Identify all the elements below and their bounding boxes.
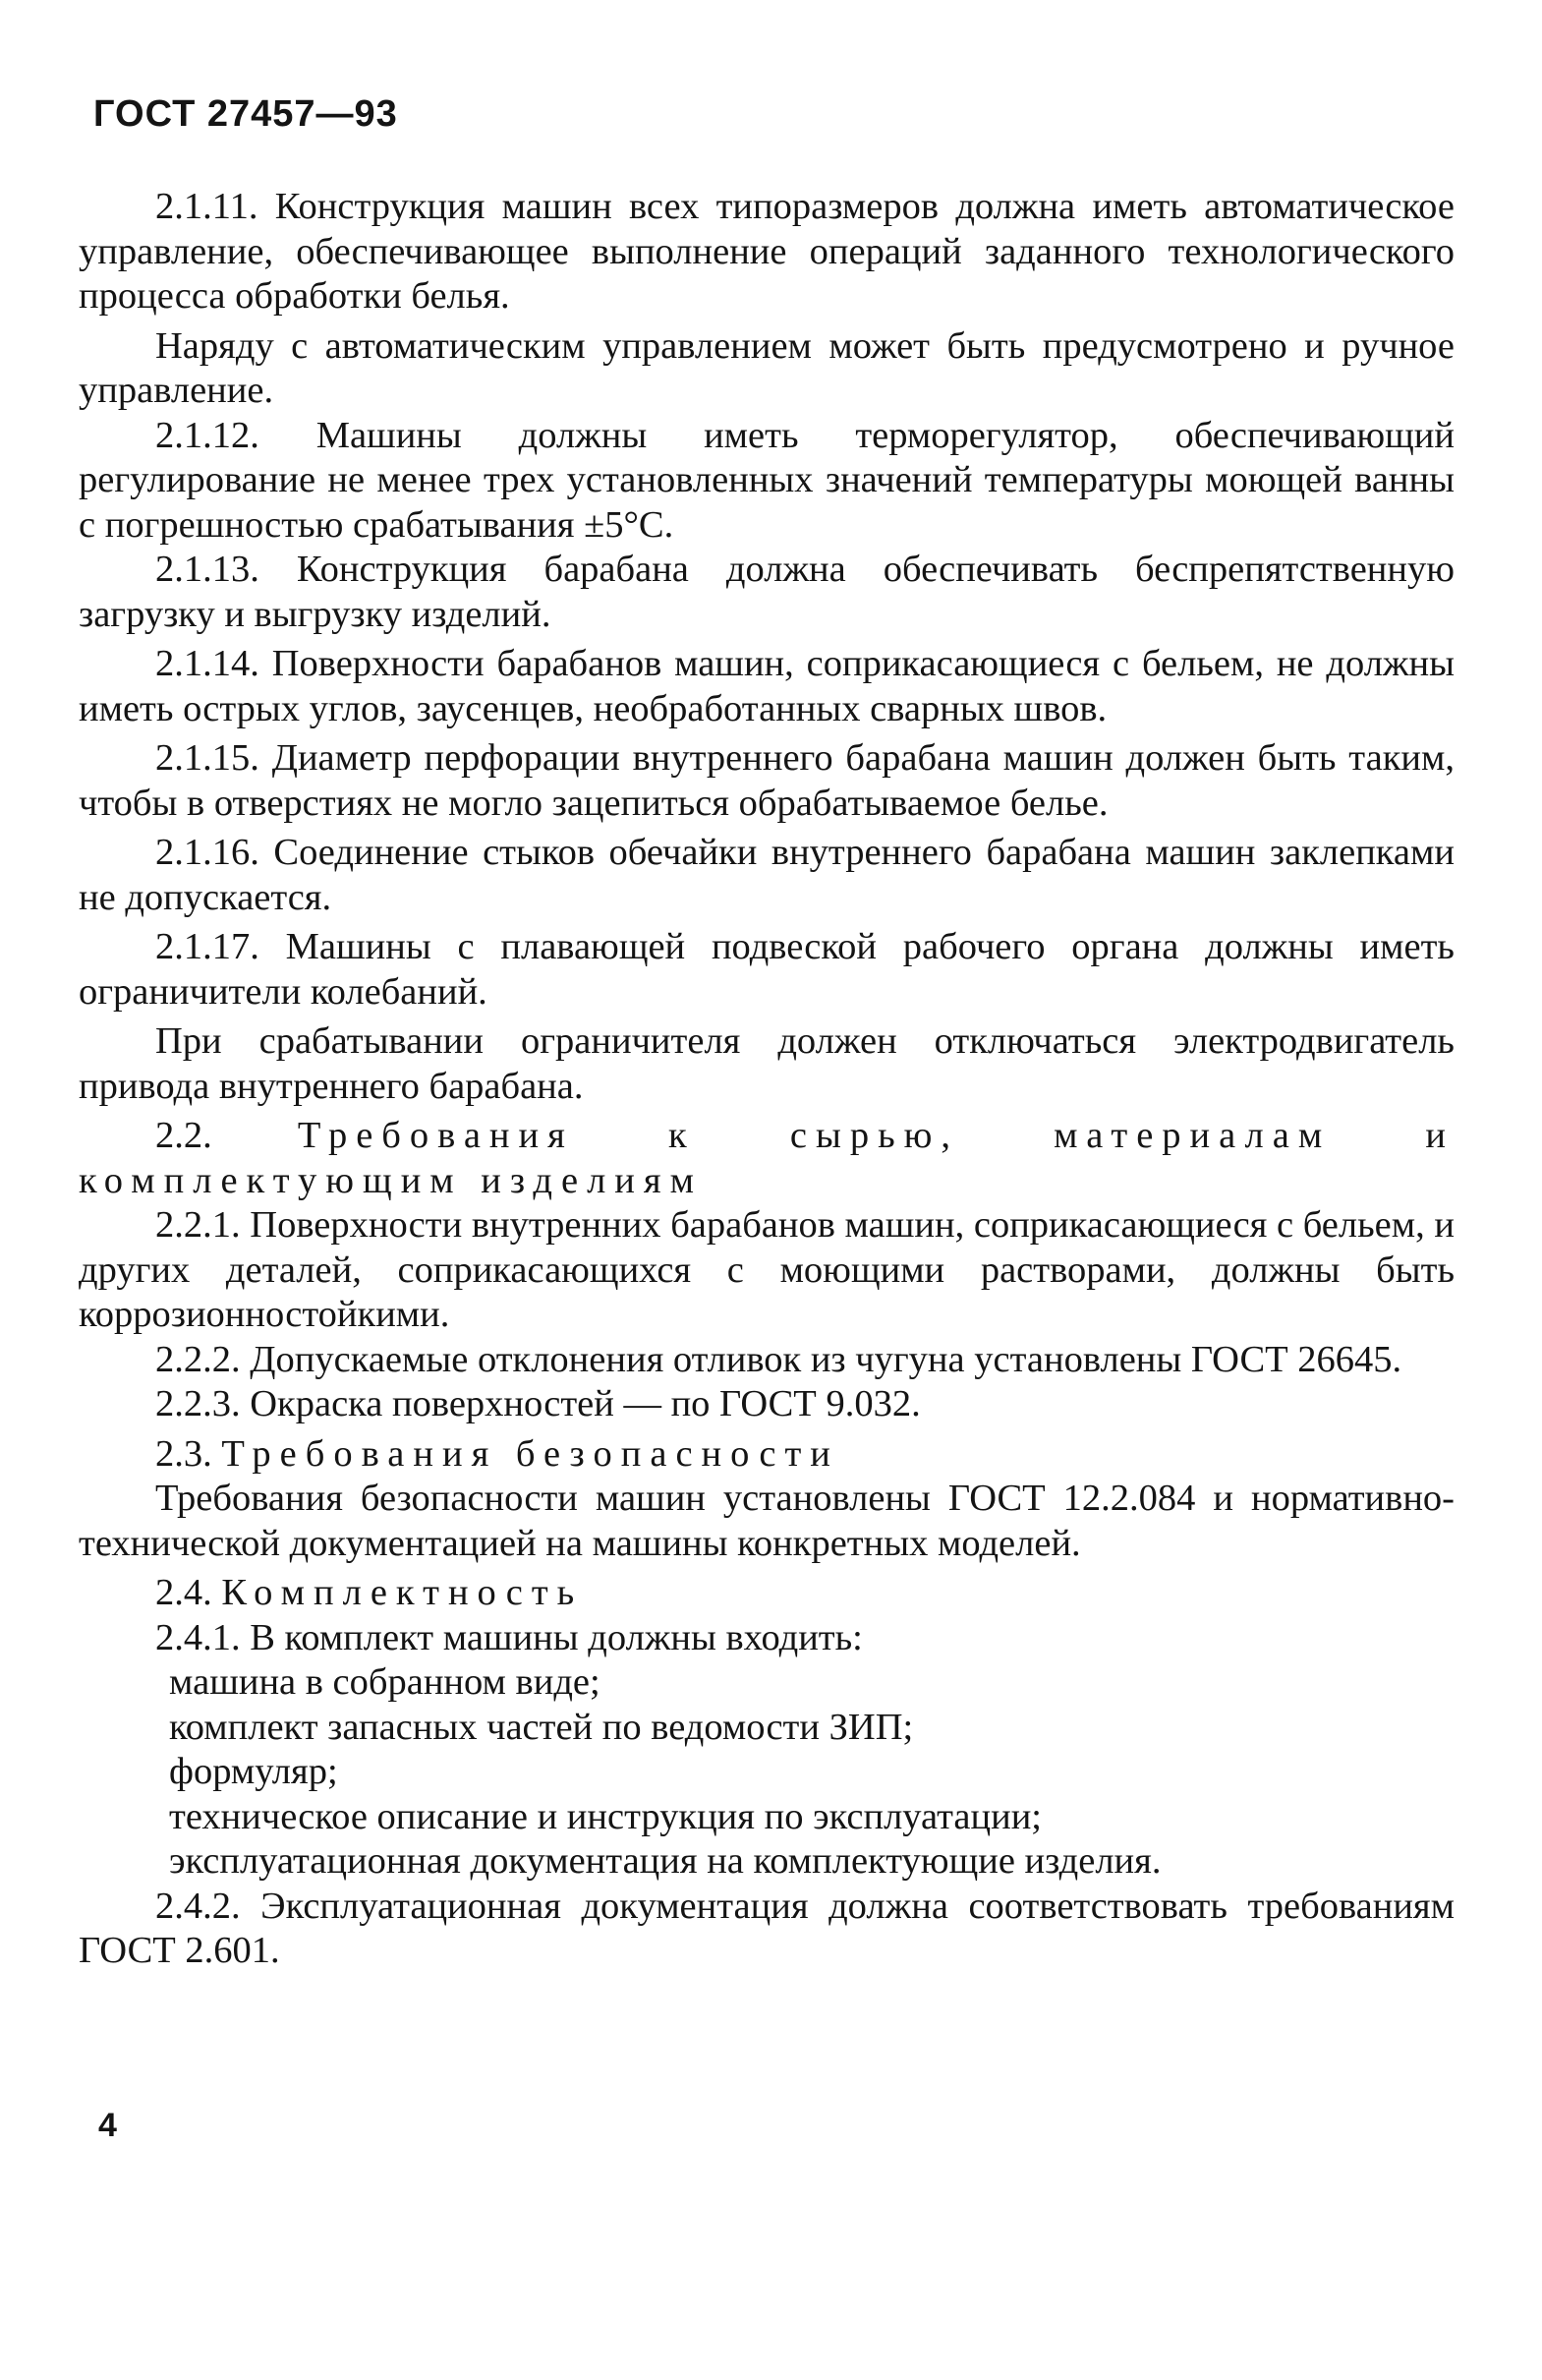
list-item: комплект запасных частей по ведомости ЗИП; — [169, 1706, 914, 1748]
section-2-3-number: 2.3. — [155, 1432, 212, 1475]
page-number: 4 — [98, 2107, 117, 2144]
clause-2-1-14: 2.1.14. Поверхности барабанов машин, соприкасающиеся с бельем, не должны иметь острых углов, заусенцев, необработанных сварных швов. — [79, 643, 1455, 729]
clause-2-2-1: 2.2.1. Поверхности внутренних барабанов машин, соприкасающиеся с бельем, и других деталей, соприкасающихся с моющими растворами, должны быть коррозионностойкими. — [79, 1204, 1455, 1335]
standard-code-header: ГОСТ 27457—93 — [93, 93, 398, 135]
list-item: эксплуатационная документация на комплектующие изделия. — [169, 1840, 1162, 1882]
section-2-2-number: 2.2. — [155, 1115, 212, 1156]
list-item: техническое описание и инструкция по эксплуатации; — [169, 1795, 1043, 1837]
section-2-2-title: Требования к сырью, материалам и комплектующим изделиям — [79, 1115, 1455, 1201]
section-2-4-number: 2.4. — [155, 1572, 212, 1613]
clause-2-1-17: 2.1.17. Машины с плавающей подвеской рабочего органа должны иметь ограничители колебаний. — [79, 926, 1455, 1013]
section-2-3-title: Требования безопасности — [221, 1432, 839, 1475]
section-2-2-heading — [79, 1114, 1455, 1203]
clause-2-1-16: 2.1.16. Соединение стыков обечайки внутреннего барабана машин заклепками не допускается. — [79, 832, 1455, 918]
section-2-3-heading — [79, 1432, 1455, 1478]
clause-2-4-1: 2.4.1. В комплект машины должны входить: — [155, 1616, 863, 1658]
list-item: машина в собранном виде; — [169, 1661, 600, 1703]
clause-2-1-11-continuation: Наряду с автоматическим управлением может быть предусмотрено и ручное управление. — [79, 324, 1455, 411]
section-2-4-heading — [79, 1571, 1455, 1616]
section-2-4-title: Комплектность — [221, 1572, 584, 1613]
clause-2-4-2: 2.4.2. Эксплуатационная документация должна соответствовать требованиям ГОСТ 2.601. — [79, 1885, 1455, 1971]
clause-2-1-17-continuation: При срабатывании ограничителя должен отключаться электродвигатель привода внутреннего барабана. — [79, 1020, 1455, 1107]
clause-2-1-12: 2.1.12. Машины должны иметь терморегулятор, обеспечивающий регулирование не менее трех установленных значений температуры моющей ванны с погрешностью срабатывания ±5°С. — [79, 414, 1455, 546]
clause-2-3: Требования безопасности машин установлены ГОСТ 12.2.084 и нормативно-технической документацией на машины конкретных моделей. — [79, 1478, 1455, 1564]
clause-2-1-11: 2.1.11. Конструкция машин всех типоразмеров должна иметь автоматическое управление, обеспечивающее выполнение операций заданного технологического процесса обработки белья. — [79, 186, 1455, 317]
list-item: формуляр; — [169, 1751, 338, 1792]
clause-2-2-3: 2.2.3. Окраска поверхностей — по ГОСТ 9.032. — [155, 1383, 921, 1424]
clause-2-1-13: 2.1.13. Конструкция барабана должна обеспечивать беспрепятственную загрузку и выгрузку изделий. — [79, 549, 1455, 635]
clause-2-2-2: 2.2.2. Допускаемые отклонения отливок из чугуна установлены ГОСТ 26645. — [155, 1338, 1402, 1380]
document-body — [79, 185, 1455, 1974]
clause-2-1-15: 2.1.15. Диаметр перфорации внутреннего барабана машин должен быть таким, чтобы в отверстиях не могло зацепиться обрабатываемое белье. — [79, 737, 1455, 824]
